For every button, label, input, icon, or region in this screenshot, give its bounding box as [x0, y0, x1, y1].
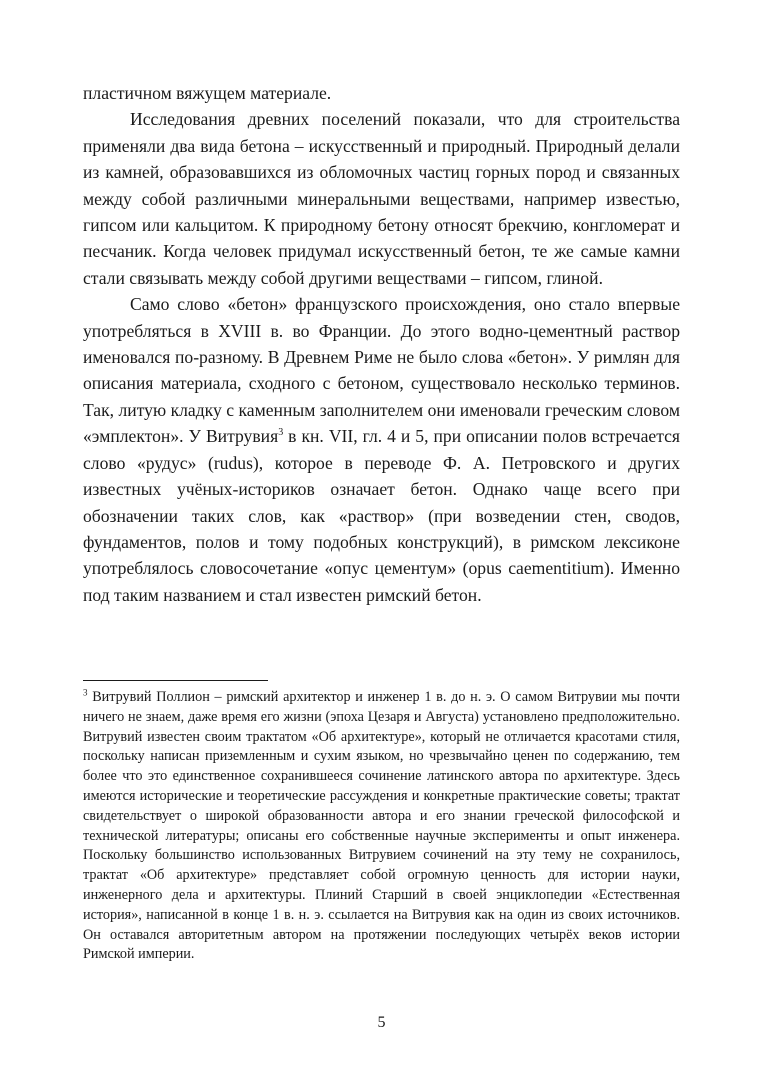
footnote-separator: [83, 680, 268, 681]
paragraph-ancient-settlements: Исследования древних поселений показали, что для строительства применяли два вида бетона – искусственный и природный. Природный делали из камней, образовавшихся из обломочных частиц горных пород и связанных между собой различными минеральными веществами, например известью, гипсом или кальцитом. К природному бетону относят брекчию, конгломерат и песчаник. Когда человек придумал искусственный бетон, те же самые камни стали связывать между собой другими веществами – гипсом, глиной.: [83, 109, 680, 288]
paragraph-text-after-ref: в кн. VII, гл. 4 и 5, при описании полов встречается слово «рудус» (rudus), которое в переводе Ф. А. Петровского и других известных учёных-историков означает бетон. Однако чаще всего при обозначении таких слов, как «раствор» (при возведении стен, сводов, фундаментов, полов и тому подобных конструкций), в римском лексиконе употреблялось словосочетание «опус цементум» (opus caementitium). Именно под таким названием и стал известен римский бетон.: [83, 426, 681, 605]
page-number: 5: [377, 1014, 386, 1031]
footnote-number: 3: [83, 687, 88, 698]
paragraph-text-before-ref: Само слово «бетон» французского происхождения, оно стало впервые употребляться в XVIII в. во Франции. До этого водно-цементный раствор именовался по-разному. В Древнем Риме не было слова «бетон». У римлян для описания материала, сходного с бетоном, существовало несколько терминов. Так, литую кладку с каменным заполнителем они именовали греческим словом «эмплектон». У Витрувия: [83, 294, 680, 447]
paragraph-continuation: пластичном вяжущем материале.: [83, 83, 332, 103]
footnote-text: Витрувий Поллион – римский архитектор и инженер 1 в. до н. э. О самом Витрувии мы почти ничего не знаем, даже время его жизни (эпоха Цезаря и Августа) установлено предположительно. Витрувий известен своим трактатом «Об архитектуре», который не отличается красотами стиля, поскольку написан приземленным и сухим языком, но чрезвычайно ценен по содержанию, тем более что это единственное сохранившееся сочинение латинского автора по архитектуре. Здесь имеются исторические и теоретические рассуждения и конкретные практические советы; трактат свидетельствует о широкой образованности автора и его знании греческой философской и технической литературы; описаны его собственные научные эксперименты и опыт инженера. Поскольку большинство использованных Витрувием сочинений на эту тему не сохранилось, трактат «Об архитектуре» представляет собой огромную ценность для истории науки, инженерного дела и архитектуры. Плиний Старший в своей энциклопедии «Естественная история», написанной в конце 1 в. н. э. ссылается на Витрувия как на один из своих источников. Он оставался авторитетным автором на протяжении последующих четырёх веков истории Римской империи.: [83, 689, 680, 963]
main-text: [83, 80, 680, 608]
paragraph-word-beton: [83, 291, 680, 608]
footnote-reference[interactable]: 3: [278, 427, 284, 439]
footnote: [83, 688, 680, 965]
